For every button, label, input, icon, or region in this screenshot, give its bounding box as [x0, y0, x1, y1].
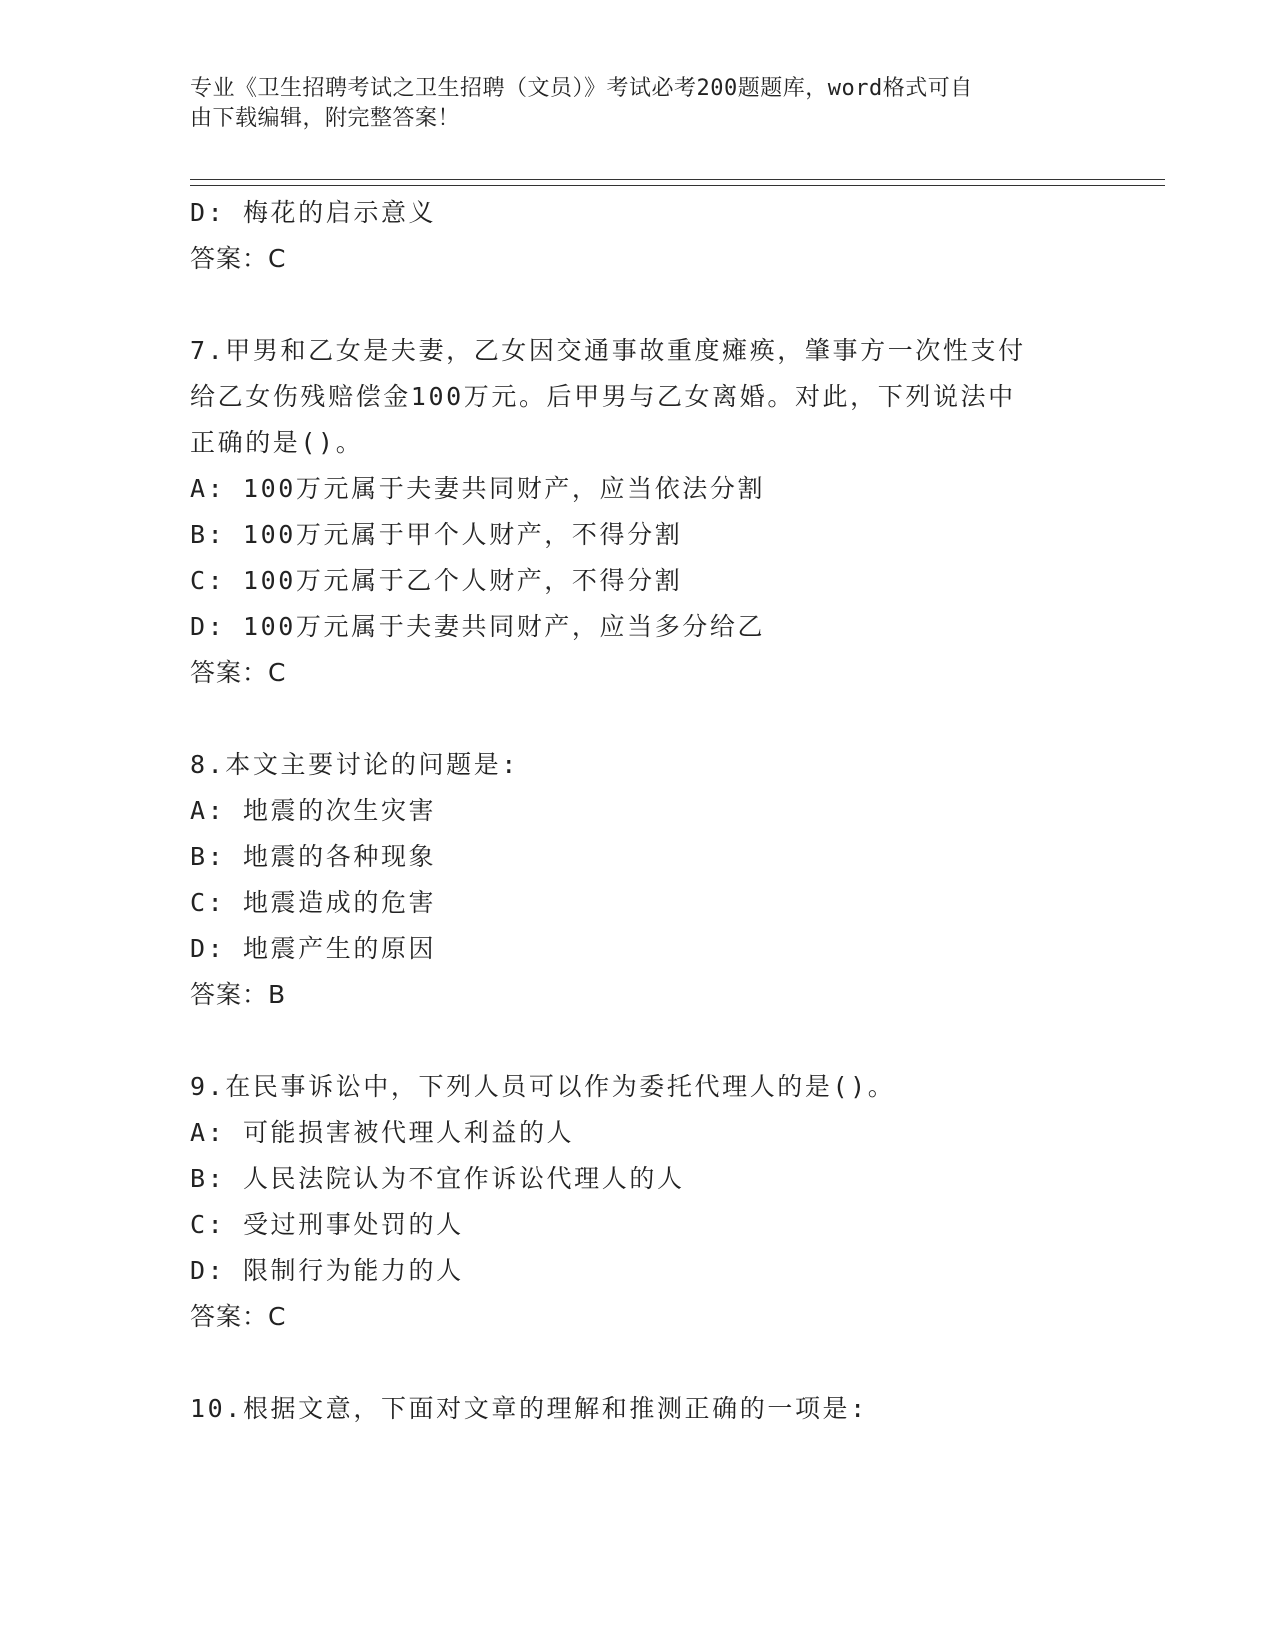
answer-line: 答案：C	[190, 658, 287, 687]
option-b: B: 100万元属于甲个人财产，不得分割	[190, 520, 683, 549]
question-stem-line: 8.本文主要讨论的问题是:	[190, 750, 519, 779]
option-b: B: 地震的各种现象	[190, 842, 437, 871]
document-header	[190, 74, 1070, 134]
question-7	[190, 328, 1170, 696]
option-d: D: 100万元属于夫妻共同财产，应当多分给乙	[190, 612, 766, 641]
option-c: C: 地震造成的危害	[190, 888, 437, 917]
question-stem-line: 10.根据文意，下面对文章的理解和推测正确的一项是:	[190, 1394, 868, 1423]
option-a: A: 100万元属于夫妻共同财产，应当依法分割	[190, 474, 766, 503]
question-stem-line: 给乙女伤残赔偿金100万元。后甲男与乙女离婚。对此，下列说法中	[190, 382, 1016, 411]
option-b: B: 人民法院认为不宜作诉讼代理人的人	[190, 1164, 685, 1193]
question-stem-line: 9.在民事诉讼中，下列人员可以作为委托代理人的是()。	[190, 1072, 896, 1101]
question-8	[190, 742, 1170, 1018]
header-divider-bottom	[190, 185, 1165, 186]
question-stem-line: 正确的是()。	[190, 428, 364, 457]
spacer	[190, 1340, 1170, 1386]
answer-line: 答案：C	[190, 244, 287, 273]
option-a: A: 可能损害被代理人利益的人	[190, 1118, 575, 1147]
option-c: C: 受过刑事处罚的人	[190, 1210, 464, 1239]
spacer	[190, 696, 1170, 742]
question-stem-line: 7.甲男和乙女是夫妻，乙女因交通事故重度瘫痪，肇事方一次性支付	[190, 336, 1026, 365]
answer-line: 答案：B	[190, 980, 287, 1009]
option-d: D: 地震产生的原因	[190, 934, 437, 963]
spacer	[190, 1018, 1170, 1064]
answer-line: 答案：C	[190, 1302, 287, 1331]
option-c: C: 100万元属于乙个人财产，不得分割	[190, 566, 683, 595]
question-list	[190, 190, 1170, 1432]
spacer	[190, 282, 1170, 328]
question-9	[190, 1064, 1170, 1340]
header-line-1: 专业《卫生招聘考试之卫生招聘（文员）》考试必考200题题库，word格式可自	[190, 76, 973, 101]
option-a: A: 地震的次生灾害	[190, 796, 437, 825]
header-line-2: 由下载编辑，附完整答案！	[190, 106, 461, 131]
option-d: D: 梅花的启示意义	[190, 198, 437, 227]
option-d: D: 限制行为能力的人	[190, 1256, 464, 1285]
question-10	[190, 1386, 1170, 1432]
header-divider-top	[190, 179, 1165, 180]
